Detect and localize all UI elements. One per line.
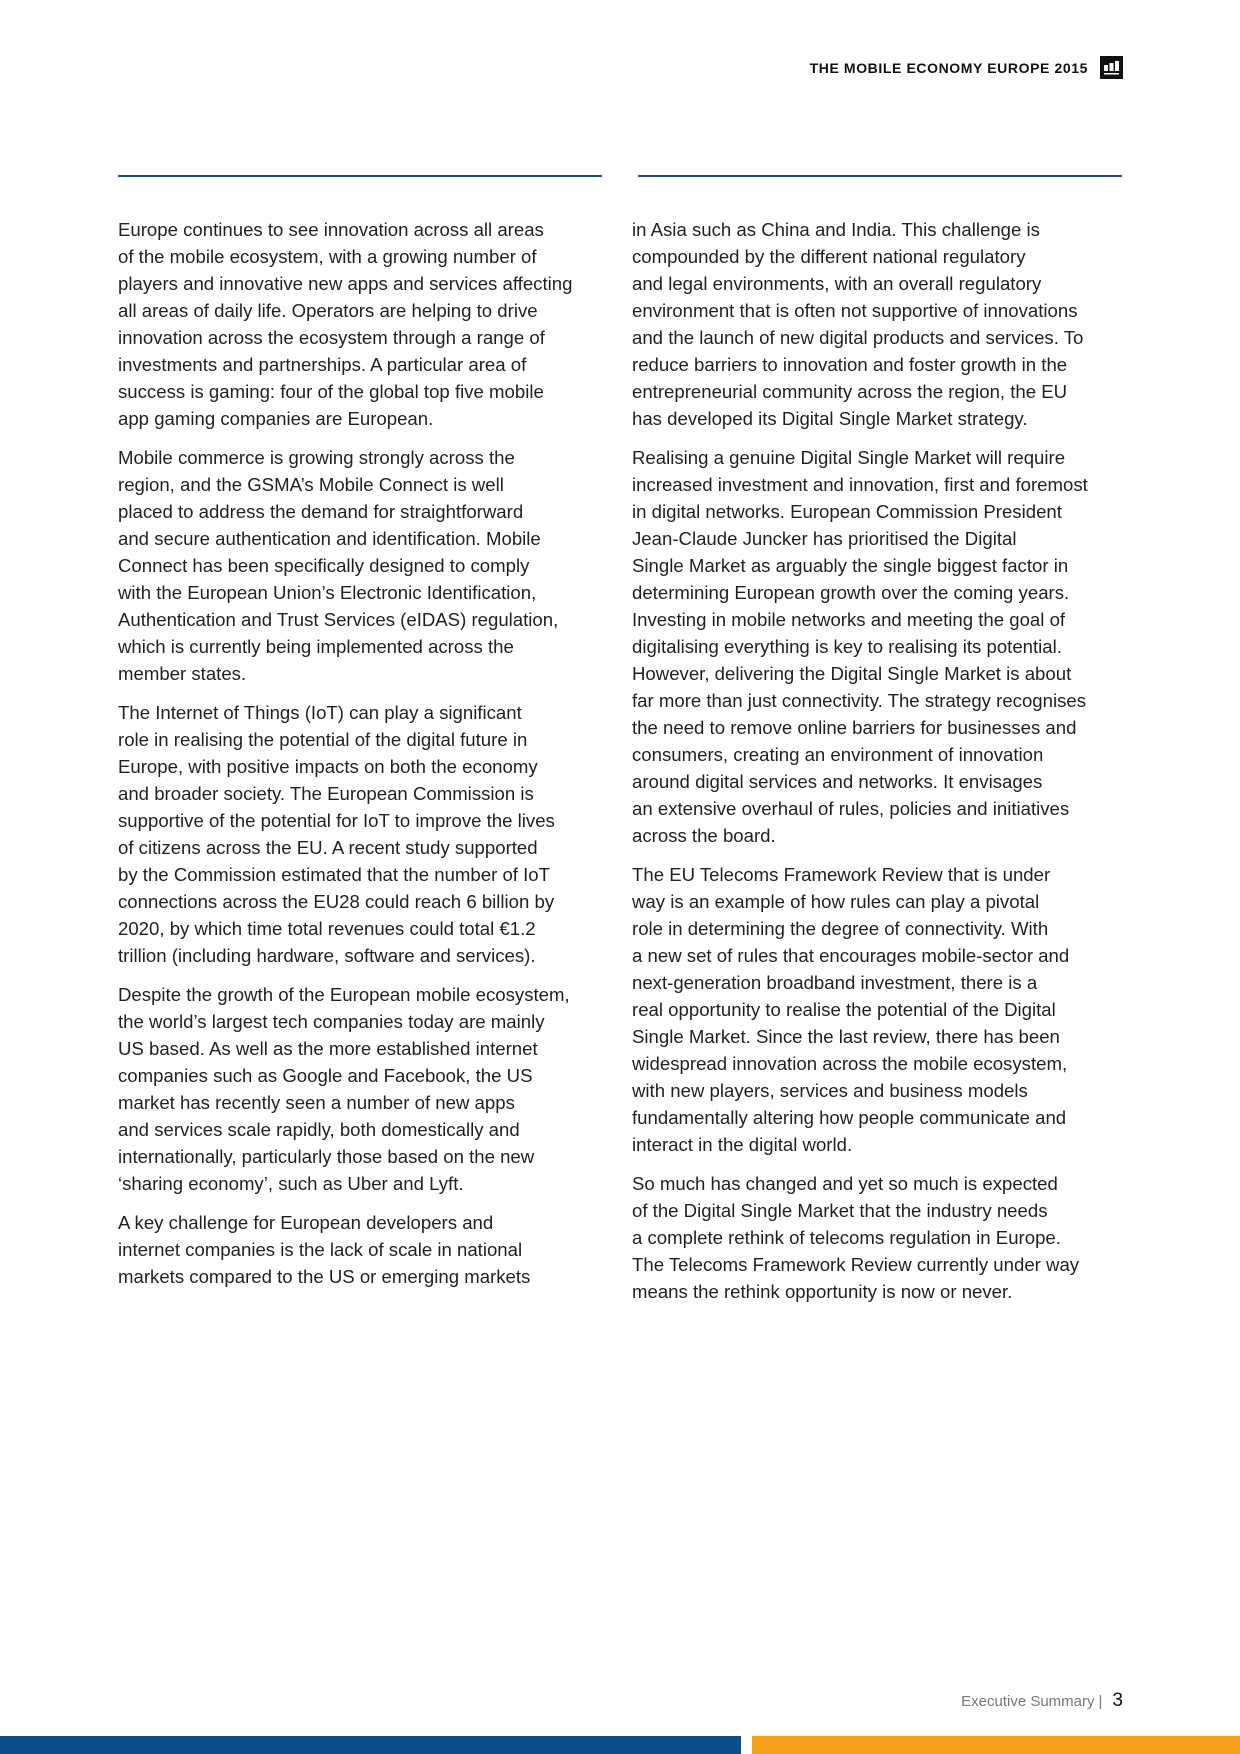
paragraph: The Internet of Things (IoT) can play a significant role in realising the potential of the digital future in Europe, with positive impacts on both the economy and broader society. The European Commission is supportive of the potential for IoT to improve the lives of citizens across the EU. A recent study supported by the Commission estimated that the number of IoT connections across the EU28 could reach 6 billion by 2020, by which time total revenues could total €1.2 trillion (including hardware, software and services). xyxy=(118,702,555,966)
right-column-rule xyxy=(638,175,1122,177)
footer-bar-blue xyxy=(0,1736,741,1754)
paragraph: Mobile commerce is growing strongly across the region, and the GSMA’s Mobile Connect is well placed to address the demand for straightforward and secure authentication and identification. Mobile Connect has been specifically designed to comply with the European Union’s Electronic Identification, Authentication and Trust Services (eIDAS) regulation, which is currently being implemented across the member states. xyxy=(118,447,559,684)
page-number: 3 xyxy=(1112,1690,1123,1711)
paragraph: Europe continues to see innovation across all areas of the mobile ecosystem, with a growing number of players and innovative new apps and services affecting all areas of daily life. Operators are helping to drive innovation across the ecosystem through a range of investments and partnerships. A particular area of success is gaming: four of the global top five mobile app gaming companies are European. xyxy=(118,219,573,429)
left-column xyxy=(118,216,610,1302)
paragraph: Despite the growth of the European mobile ecosystem, the world’s largest tech companies today are mainly US based. As well as the more established internet companies such as Google and Facebook, the US market has recently seen a number of new apps and services scale rapidly, both domestically and internationally, particularly those based on the new ‘sharing economy’, such as Uber and Lyft. xyxy=(118,984,570,1194)
page-footer xyxy=(961,1690,1123,1712)
paragraph: in Asia such as China and India. This challenge is compounded by the different national regulatory and legal environments, with an overall regulatory environment that is often not supportive of innovations and the launch of new digital products and services. To reduce barriers to innovation and foster growth in the entrepreneurial community across the region, the EU has developed its Digital Single Market strategy. xyxy=(632,219,1084,429)
paragraph: Realising a genuine Digital Single Market will require increased investment and innovation, first and foremost in digital networks. European Commission President Jean-Claude Juncker has prioritised the Digital Single Market as arguably the single biggest factor in determining European growth over the coming years. Investing in mobile networks and meeting the goal of digitalising everything is key to realising its potential. However, delivering the Digital Single Market is about far more than just connectivity. The strategy recognises the need to remove online barriers for businesses and consumers, creating an environment of innovation around digital services and networks. It envisages an extensive overhaul of rules, policies and initiatives across the board. xyxy=(632,447,1088,846)
paragraph: A key challenge for European developers and internet companies is the lack of scale in national markets compared to the US or emerging markets xyxy=(118,1212,531,1287)
gsma-logo-icon xyxy=(1100,56,1123,79)
footer-separator: | xyxy=(1098,1693,1103,1710)
footer-section-label: Executive Summary xyxy=(961,1693,1095,1710)
right-column xyxy=(632,216,1124,1317)
paragraph: The EU Telecoms Framework Review that is under way is an example of how rules can play a pivotal role in determining the degree of connectivity. With a new set of rules that encourages mobile-sector and next-generation broadband investment, there is a real opportunity to realise the potential of the Digital Single Market. Since the last review, there has been widespread innovation across the mobile ecosystem, with new players, services and business models fundamentally altering how people communicate and interact in the digital world. xyxy=(632,864,1070,1155)
paragraph: So much has changed and yet so much is expected of the Digital Single Market that the industry needs a complete rethink of telecoms regulation in Europe. The Telecoms Framework Review currently under way means the rethink opportunity is now or never. xyxy=(632,1173,1080,1302)
left-column-rule xyxy=(118,175,602,177)
page-header xyxy=(810,56,1123,79)
footer-bar-orange xyxy=(752,1736,1240,1754)
document-title: THE MOBILE ECONOMY EUROPE 2015 xyxy=(809,59,1088,76)
